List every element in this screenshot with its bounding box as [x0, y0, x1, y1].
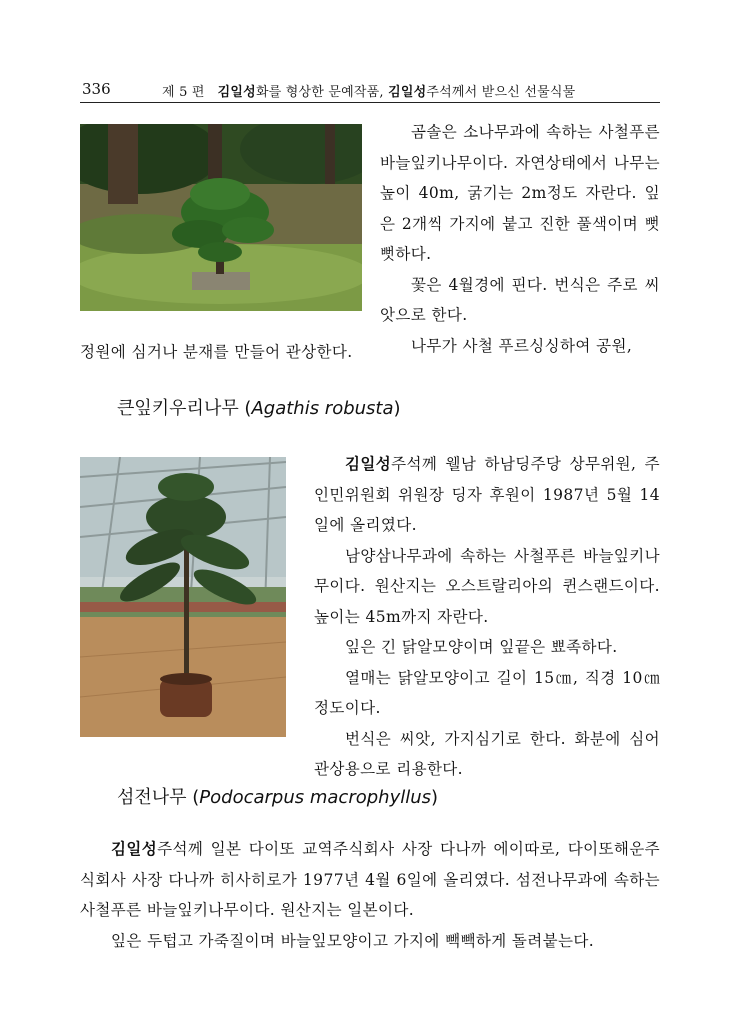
- podocarpus-para-1-bold: 김일성: [111, 839, 158, 858]
- agathis-para-3: 잎은 긴 닭알모양이며 잎끝은 뾰족하다.: [345, 638, 618, 656]
- running-title-end: 주석께서 받으신 선물식물: [426, 85, 576, 100]
- pine-para-2: 꽃은 4월경에 핀다. 번식은 주로 씨앗으로 한다.: [380, 275, 660, 324]
- pine-para-3b: 정원에 심거나 분재를 만들어 관상한다.: [80, 343, 353, 361]
- pine-para-1: 곰솔은 소나무과에 속하는 사철푸른 바늘잎키나무이다. 자연상태에서 나무는 높이 40m, 굵기는 2m정도 자란다. 잎은 2개씩 가지에 붙고 진한 풀색이며 뻣뻣하다.: [380, 123, 660, 263]
- running-title-mid: 화를 형상한 문예작품,: [255, 85, 389, 100]
- running-title-bold-1: 김일성: [217, 85, 256, 100]
- agathis-heading-close: ): [393, 398, 401, 419]
- agathis-heading-latin: Agathis robusta: [251, 398, 394, 419]
- part-label: 제 5 편: [162, 85, 205, 100]
- agathis-para-5: 번식은 씨앗, 가지심기로 한다. 화분에 심어 관상용으로 리용한다.: [314, 729, 660, 778]
- agathis-para-2: 남양삼나무과에 속하는 사철푸른 바늘잎키나무이다. 원산지는 오스트랄리아의 퀸스랜드이다. 높이는 45m까지 자란다.: [314, 546, 660, 626]
- running-title-bold-2: 김일성: [388, 85, 427, 100]
- agathis-para-4: 열매는 닭알모양이고 길이 15㎝, 직경 10㎝정도이다.: [314, 668, 660, 717]
- agathis-para-1: [314, 449, 660, 541]
- podocarpus-para-1-rest: 주석께 일본 다이또 교역주식회사 사장 다나까 에이따로, 다이또해운주식회사 사장 다나까 히사히로가 1977년 4월 6일에 올리였다. 섬전나무과에 속하는 사철푸른 바늘잎키나무이다. 원산지는 일본이다.: [80, 840, 661, 919]
- pine-description-continued: [80, 337, 660, 368]
- agathis-para-1-bold: 김일성: [345, 454, 392, 473]
- agathis-photo: [80, 457, 286, 737]
- pine-para-3a: 나무가 사철 푸르싱싱하여 공원,: [411, 336, 633, 355]
- pine-description: [380, 117, 660, 361]
- podocarpus-heading-close: ): [431, 787, 439, 808]
- podocarpus-heading-latin: Podocarpus macrophyllus: [199, 787, 432, 808]
- podocarpus-para-2: 잎은 두텁고 가죽질이며 바늘잎모양이고 가지에 빽빽하게 돌려붙는다.: [111, 931, 595, 950]
- running-title: [162, 81, 575, 100]
- podocarpus-description: [80, 834, 660, 956]
- header-divider: [80, 102, 660, 103]
- podocarpus-para-1: [80, 834, 660, 926]
- agathis-heading-korean: 큰잎키우리나무 (: [117, 398, 252, 419]
- agathis-description: [314, 449, 660, 785]
- agathis-para-1-rest: 주석께 웰남 하남딩주당 상무위원, 주인민위원회 위원장 딩자 후원이 1987년 5월 14일에 올리였다.: [314, 455, 660, 534]
- podocarpus-heading-korean: 섬전나무 (: [117, 787, 200, 808]
- agathis-heading: [117, 394, 401, 420]
- podocarpus-heading: [117, 783, 438, 809]
- running-header: [82, 78, 660, 100]
- pine-bonsai-photo: [80, 124, 362, 311]
- page-number: 336: [82, 80, 111, 98]
